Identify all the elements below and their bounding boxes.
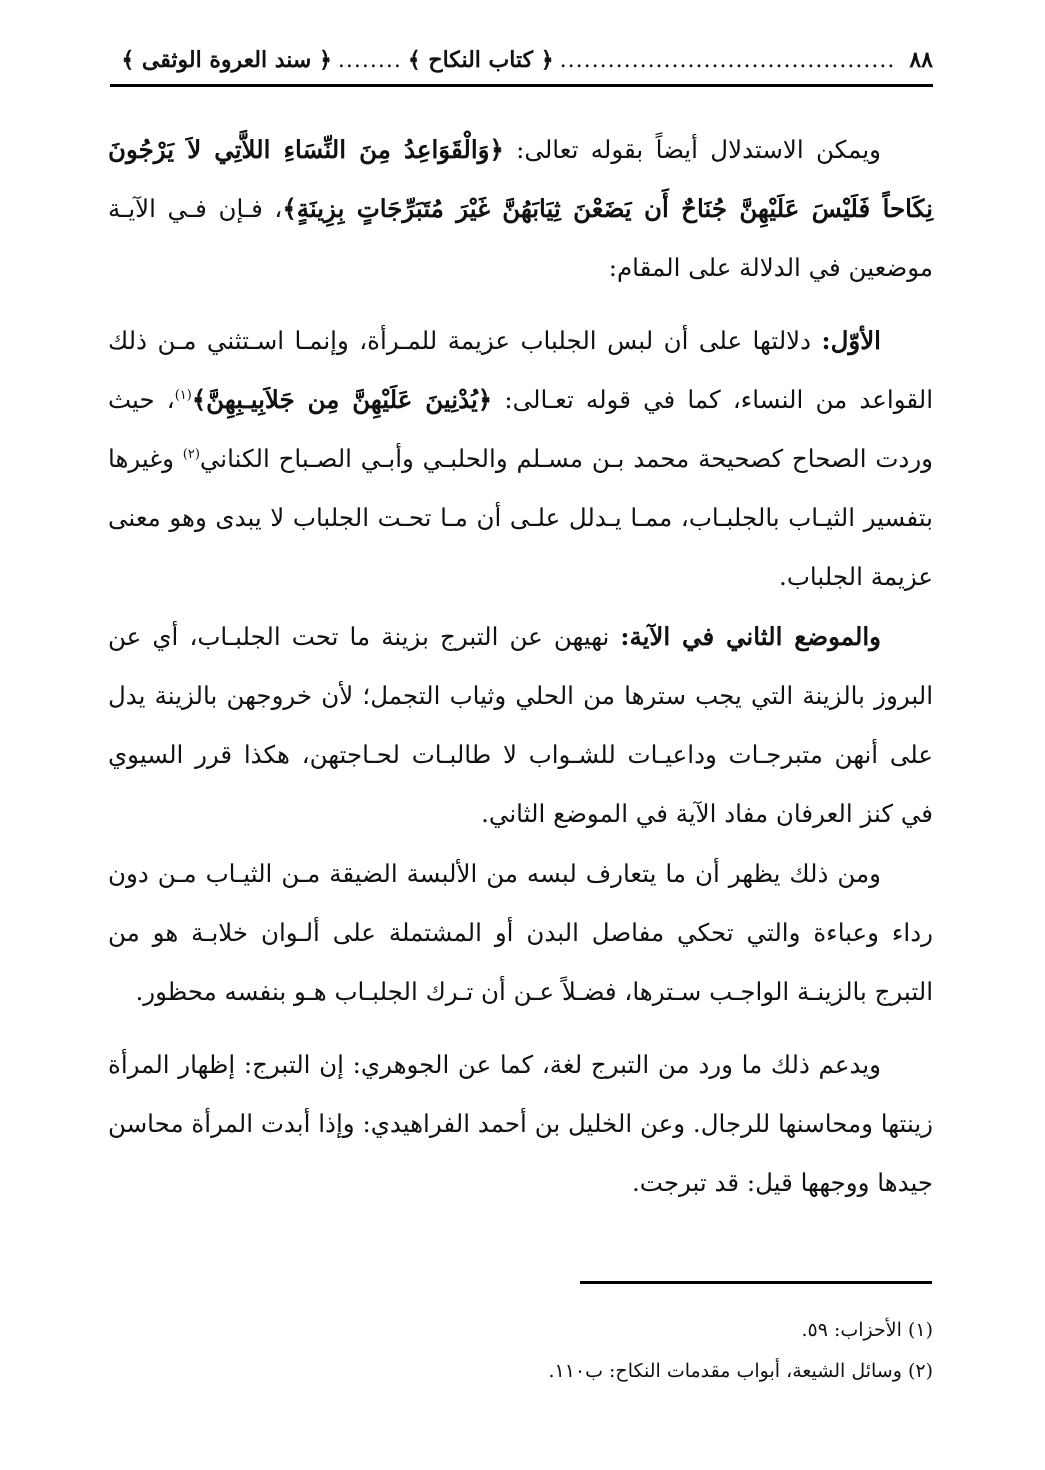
paragraph [108,607,933,843]
paragraph [108,844,933,1021]
paragraph-text: دلالتها على أن لبس الجلباب عزيمة للمـرأة، وإنمـا اسـتثني مـن ذلك القواعد من النساء، كما في قوله تعـالى: [108,326,934,414]
paragraph-text: نهيهن عن التبرج بزينة ما تحت الجلبـاب، أي عن البروز بالزينة التي يجب سترها من الحلي وثياب التجمل؛ لأن خروجهن بالزينة يدل على أنهن متبرجـات وداعيـات للشـواب لا طالبـات لحـاجتهن، هكذا قرر السيوي في كنز العرفان مفاد الآية في الموضع الثاني. [108,622,933,828]
paragraph-lead: الأوّل: [821,326,881,355]
footnotes [108,1310,933,1392]
header-dots-2: ........ [337,47,402,73]
paragraph [108,311,933,606]
paragraph-lead: والموضع الثاني في الآية: [620,622,881,651]
main-text [108,120,933,1212]
paragraph-text: ، فـإن فـي الآيـة موضعين في الدلالة على المقام: [108,194,933,282]
footnote-item: (١) الأحزاب: ٥٩. [801,1319,933,1341]
footnote-item: (٢) وسائل الشيعة، أبواب مقدمات النكاح: ب١١٠. [548,1360,933,1382]
quran-verse: ﴿وَالْقَوَاعِدُ مِنَ النِّسَاءِ اللاَّتِي لاَ يَرْجُونَ نِكَاحاً فَلَيْسَ عَلَيْهِنَّ جُنَاحٌ أَن يَضَعْنَ ثِيَابَهُنَّ غَيْرَ مُتَبَرِّجَاتٍ بِزِينَةٍ﴾ [108,135,933,223]
paragraph-text: ، حيث وردت الصحاح كصحيحة محمد بـن مسـلم والحلبـي وأبـي الصـباح الكناني [108,385,933,473]
book-title: ﴿ سند العروة الوثقى ﴾ [121,47,332,73]
paragraph-text: ويدعم ذلك ما ورد من التبرج لغة، كما عن الجوهري: إن التبرج: إظهار المرأة زينتها ومحاسنها للرجال. وعن الخليل بن أحمد الفراهيدي: وإذا أبدت المرأة محاسن جيدها ووجهها قيل: قد تبرجت. [108,1050,933,1197]
paragraph-text: ويمكن الاستدلال أيضاً بقوله تعالى: [503,135,881,164]
paragraph-text: ومن ذلك يظهر أن ما يتعارف لبسه من الألبسة الضيقة مـن الثيـاب مـن دون رداء وعباءة والتي تحكي مفاصل البدن أو المشتملة على ألـوان خلابـة هو من التبرج بالزينـة الواجـب سـترها، فضـلاً عـن أن تـرك الجلبـاب هـو بنفسه محظور. [108,859,933,1006]
quran-verse: ﴿يُدْنِينَ عَلَيْهِنَّ مِن جَلاَبِيـبِهِنَّ﴾ [191,385,493,414]
paragraph [108,1035,933,1212]
footnote-ref: (١) [174,387,192,403]
chapter-title: ﴿ كتاب النكاح ﴾ [407,47,554,73]
header-dots: .......................................... [559,47,896,73]
footnote-ref: (٢) [182,446,200,462]
running-header [110,36,933,87]
footnote-divider [580,1281,932,1284]
paragraph [108,120,933,297]
page-number: ٨٨ [909,47,933,73]
paragraph-text: وغيرها بتفسير الثيـاب بالجلبـاب، ممـا يـدلل علـى أن مـا تحـت الجلباب لا يبدى وهو معنى عزيمة الجلباب. [108,444,933,591]
